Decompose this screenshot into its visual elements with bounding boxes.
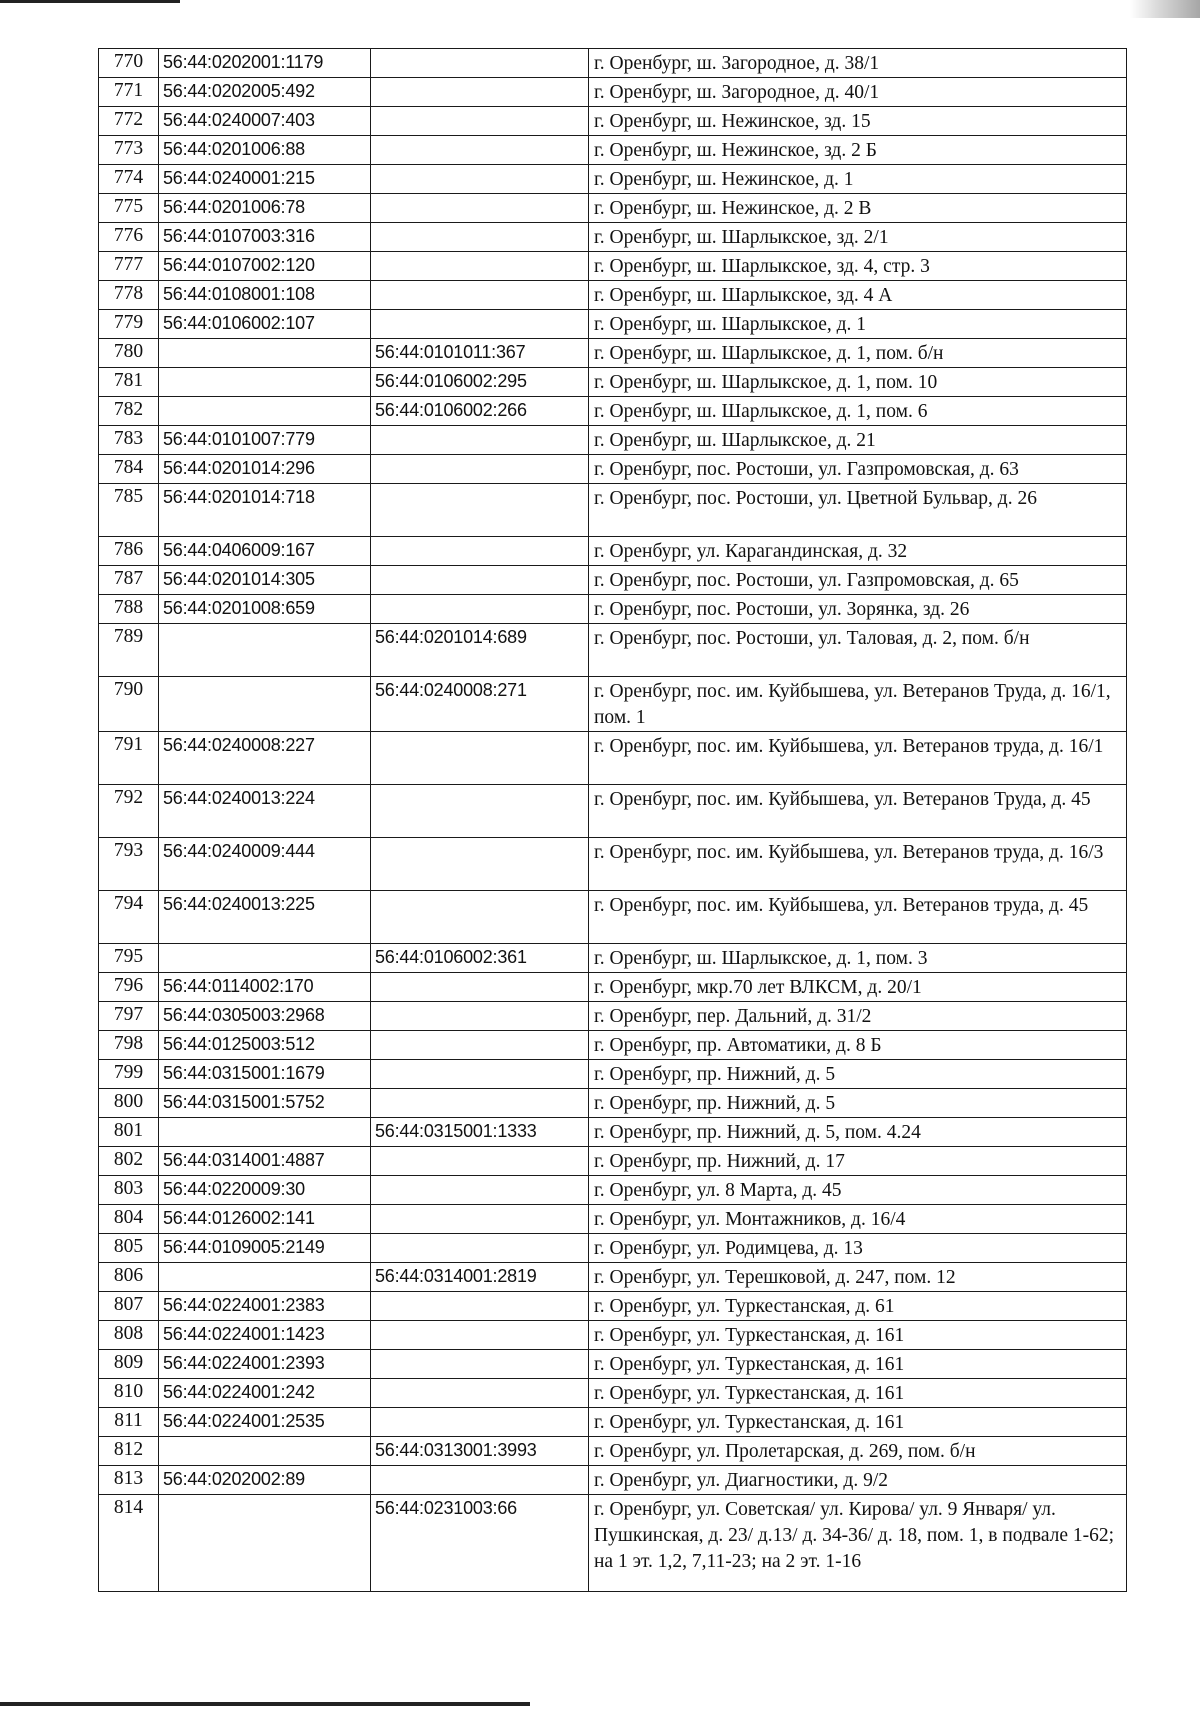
- table-row: [99, 1002, 1127, 1031]
- address-cell: г. Оренбург, ул. Туркестанская, д. 61: [589, 1292, 1127, 1321]
- land-cadastral-number: 56:44:0201008:659: [159, 595, 371, 624]
- address-cell: г. Оренбург, пос. Ростоши, ул. Зорянка, зд. 26: [589, 595, 1127, 624]
- object-cadastral-number: [371, 165, 589, 194]
- table-row: [99, 732, 1127, 785]
- row-number: 792: [99, 785, 159, 838]
- object-cadastral-number: [371, 537, 589, 566]
- land-cadastral-number: 56:44:0315001:5752: [159, 1089, 371, 1118]
- row-number: 775: [99, 194, 159, 223]
- table-row: [99, 891, 1127, 944]
- address-cell: г. Оренбург, пос. им. Куйбышева, ул. Ветеранов труда, д. 16/1: [589, 732, 1127, 785]
- table-row: [99, 838, 1127, 891]
- address-cell: г. Оренбург, пр. Нижний, д. 5, пом. 4.24: [589, 1118, 1127, 1147]
- object-cadastral-number: 56:44:0313001:3993: [371, 1437, 589, 1466]
- land-cadastral-number: [159, 677, 371, 732]
- table-row: [99, 310, 1127, 339]
- row-number: 793: [99, 838, 159, 891]
- table-row: [99, 785, 1127, 838]
- land-cadastral-number: 56:44:0315001:1679: [159, 1060, 371, 1089]
- land-cadastral-number: 56:44:0108001:108: [159, 281, 371, 310]
- object-cadastral-number: [371, 455, 589, 484]
- row-number: 788: [99, 595, 159, 624]
- address-cell: г. Оренбург, пр. Нижний, д. 5: [589, 1060, 1127, 1089]
- object-cadastral-number: [371, 1466, 589, 1495]
- land-cadastral-number: [159, 368, 371, 397]
- object-cadastral-number: [371, 107, 589, 136]
- row-number: 814: [99, 1495, 159, 1592]
- row-number: 803: [99, 1176, 159, 1205]
- land-cadastral-number: 56:44:0220009:30: [159, 1176, 371, 1205]
- land-cadastral-number: 56:44:0107002:120: [159, 252, 371, 281]
- address-cell: г. Оренбург, ул. Туркестанская, д. 161: [589, 1379, 1127, 1408]
- land-cadastral-number: 56:44:0201014:718: [159, 484, 371, 537]
- row-number: 794: [99, 891, 159, 944]
- address-cell: г. Оренбург, ш. Загородное, д. 38/1: [589, 49, 1127, 78]
- land-cadastral-number: 56:44:0406009:167: [159, 537, 371, 566]
- table-row: [99, 252, 1127, 281]
- land-cadastral-number: 56:44:0125003:512: [159, 1031, 371, 1060]
- table-row: [99, 1118, 1127, 1147]
- table-row: [99, 455, 1127, 484]
- table-row: [99, 1321, 1127, 1350]
- address-cell: г. Оренбург, пос. им. Куйбышева, ул. Ветеранов труда, д. 45: [589, 891, 1127, 944]
- object-cadastral-number: 56:44:0106002:266: [371, 397, 589, 426]
- address-cell: г. Оренбург, ул. Родимцева, д. 13: [589, 1234, 1127, 1263]
- address-cell: г. Оренбург, ул. Монтажников, д. 16/4: [589, 1205, 1127, 1234]
- row-number: 782: [99, 397, 159, 426]
- row-number: 807: [99, 1292, 159, 1321]
- land-cadastral-number: 56:44:0240013:224: [159, 785, 371, 838]
- object-cadastral-number: [371, 1379, 589, 1408]
- scan-corner-shadow: [1130, 0, 1200, 18]
- table-row: [99, 566, 1127, 595]
- table-row: [99, 1379, 1127, 1408]
- row-number: 776: [99, 223, 159, 252]
- land-cadastral-number: [159, 1263, 371, 1292]
- object-cadastral-number: [371, 1147, 589, 1176]
- object-cadastral-number: [371, 973, 589, 1002]
- address-cell: г. Оренбург, ул. Туркестанская, д. 161: [589, 1408, 1127, 1437]
- table-row: [99, 1089, 1127, 1118]
- address-cell: г. Оренбург, пос. им. Куйбышева, ул. Ветеранов Труда, д. 45: [589, 785, 1127, 838]
- object-cadastral-number: [371, 1350, 589, 1379]
- land-cadastral-number: 56:44:0107003:316: [159, 223, 371, 252]
- land-cadastral-number: 56:44:0109005:2149: [159, 1234, 371, 1263]
- row-number: 802: [99, 1147, 159, 1176]
- object-cadastral-number: [371, 1234, 589, 1263]
- table-row: [99, 1234, 1127, 1263]
- row-number: 805: [99, 1234, 159, 1263]
- address-cell: г. Оренбург, ш. Шарлыкское, д. 1: [589, 310, 1127, 339]
- land-cadastral-number: 56:44:0101007:779: [159, 426, 371, 455]
- land-cadastral-number: [159, 944, 371, 973]
- land-cadastral-number: 56:44:0202002:89: [159, 1466, 371, 1495]
- land-cadastral-number: 56:44:0314001:4887: [159, 1147, 371, 1176]
- land-cadastral-number: 56:44:0240007:403: [159, 107, 371, 136]
- table-row: [99, 973, 1127, 1002]
- table-row: [99, 1060, 1127, 1089]
- address-cell: г. Оренбург, ш. Шарлыкское, зд. 4, стр. 3: [589, 252, 1127, 281]
- object-cadastral-number: 56:44:0315001:1333: [371, 1118, 589, 1147]
- address-cell: г. Оренбург, ул. Туркестанская, д. 161: [589, 1321, 1127, 1350]
- table-row: [99, 107, 1127, 136]
- address-cell: г. Оренбург, пос. им. Куйбышева, ул. Ветеранов Труда, д. 16/1, пом. 1: [589, 677, 1127, 732]
- row-number: 798: [99, 1031, 159, 1060]
- table-row: [99, 281, 1127, 310]
- table-row: [99, 165, 1127, 194]
- object-cadastral-number: [371, 1176, 589, 1205]
- row-number: 801: [99, 1118, 159, 1147]
- address-cell: г. Оренбург, ш. Шарлыкское, д. 1, пом. 10: [589, 368, 1127, 397]
- object-cadastral-number: 56:44:0240008:271: [371, 677, 589, 732]
- scan-edge-mark: [0, 0, 180, 3]
- address-cell: г. Оренбург, ул. 8 Марта, д. 45: [589, 1176, 1127, 1205]
- object-cadastral-number: 56:44:0101011:367: [371, 339, 589, 368]
- row-number: 790: [99, 677, 159, 732]
- address-cell: г. Оренбург, пос. Ростоши, ул. Газпромовская, д. 65: [589, 566, 1127, 595]
- table-row: [99, 624, 1127, 677]
- object-cadastral-number: 56:44:0106002:361: [371, 944, 589, 973]
- object-cadastral-number: 56:44:0314001:2819: [371, 1263, 589, 1292]
- row-number: 810: [99, 1379, 159, 1408]
- row-number: 779: [99, 310, 159, 339]
- land-cadastral-number: [159, 339, 371, 368]
- land-cadastral-number: 56:44:0224001:2393: [159, 1350, 371, 1379]
- object-cadastral-number: [371, 838, 589, 891]
- registry-body: [99, 49, 1127, 1592]
- table-row: [99, 223, 1127, 252]
- address-cell: г. Оренбург, ш. Загородное, д. 40/1: [589, 78, 1127, 107]
- address-cell: г. Оренбург, ул. Пролетарская, д. 269, пом. б/н: [589, 1437, 1127, 1466]
- table-row: [99, 677, 1127, 732]
- object-cadastral-number: [371, 1292, 589, 1321]
- table-row: [99, 537, 1127, 566]
- table-row: [99, 1031, 1127, 1060]
- land-cadastral-number: [159, 1495, 371, 1592]
- row-number: 785: [99, 484, 159, 537]
- address-cell: г. Оренбург, пр. Нижний, д. 5: [589, 1089, 1127, 1118]
- table-row: [99, 1408, 1127, 1437]
- object-cadastral-number: [371, 252, 589, 281]
- land-cadastral-number: 56:44:0201014:296: [159, 455, 371, 484]
- address-cell: г. Оренбург, ш. Нежинское, зд. 15: [589, 107, 1127, 136]
- land-cadastral-number: [159, 397, 371, 426]
- address-cell: г. Оренбург, ул. Диагностики, д. 9/2: [589, 1466, 1127, 1495]
- row-number: 786: [99, 537, 159, 566]
- object-cadastral-number: 56:44:0106002:295: [371, 368, 589, 397]
- property-registry-table: [98, 48, 1127, 1592]
- address-cell: г. Оренбург, ш. Шарлыкское, зд. 2/1: [589, 223, 1127, 252]
- land-cadastral-number: 56:44:0240001:215: [159, 165, 371, 194]
- address-cell: г. Оренбург, пос. Ростоши, ул. Цветной Бульвар, д. 26: [589, 484, 1127, 537]
- object-cadastral-number: [371, 194, 589, 223]
- object-cadastral-number: [371, 223, 589, 252]
- table-row: [99, 78, 1127, 107]
- row-number: 777: [99, 252, 159, 281]
- row-number: 784: [99, 455, 159, 484]
- row-number: 774: [99, 165, 159, 194]
- table-row: [99, 136, 1127, 165]
- row-number: 812: [99, 1437, 159, 1466]
- table-row: [99, 484, 1127, 537]
- table-row: [99, 1437, 1127, 1466]
- table-row: [99, 1176, 1127, 1205]
- object-cadastral-number: [371, 566, 589, 595]
- object-cadastral-number: 56:44:0231003:66: [371, 1495, 589, 1592]
- row-number: 796: [99, 973, 159, 1002]
- table-row: [99, 1147, 1127, 1176]
- address-cell: г. Оренбург, пр. Нижний, д. 17: [589, 1147, 1127, 1176]
- address-cell: г. Оренбург, ш. Шарлыкское, д. 1, пом. 3: [589, 944, 1127, 973]
- row-number: 797: [99, 1002, 159, 1031]
- table-row: [99, 339, 1127, 368]
- scan-edge-mark-bottom: [0, 1702, 530, 1706]
- row-number: 795: [99, 944, 159, 973]
- address-cell: г. Оренбург, пос. Ростоши, ул. Таловая, д. 2, пом. б/н: [589, 624, 1127, 677]
- address-cell: г. Оренбург, пр. Автоматики, д. 8 Б: [589, 1031, 1127, 1060]
- table-row: [99, 1205, 1127, 1234]
- row-number: 778: [99, 281, 159, 310]
- table-row: [99, 426, 1127, 455]
- object-cadastral-number: [371, 136, 589, 165]
- table-row: [99, 1495, 1127, 1592]
- object-cadastral-number: [371, 49, 589, 78]
- address-cell: г. Оренбург, ул. Туркестанская, д. 161: [589, 1350, 1127, 1379]
- land-cadastral-number: 56:44:0201014:305: [159, 566, 371, 595]
- address-cell: г. Оренбург, ш. Шарлыкское, д. 1, пом. 6: [589, 397, 1127, 426]
- table-row: [99, 944, 1127, 973]
- land-cadastral-number: 56:44:0201006:88: [159, 136, 371, 165]
- object-cadastral-number: [371, 1060, 589, 1089]
- object-cadastral-number: [371, 785, 589, 838]
- table-row: [99, 368, 1127, 397]
- object-cadastral-number: [371, 78, 589, 107]
- object-cadastral-number: [371, 281, 589, 310]
- address-cell: г. Оренбург, пер. Дальний, д. 31/2: [589, 1002, 1127, 1031]
- row-number: 791: [99, 732, 159, 785]
- land-cadastral-number: 56:44:0201006:78: [159, 194, 371, 223]
- address-cell: г. Оренбург, ул. Советская/ ул. Кирова/ ул. 9 Января/ ул. Пушкинская, д. 23/ д.13/ д. 34-36/ д. 18, пом. 1, в подвале 1-62; на 1 эт. 1,2, 7,11-23; на 2 эт. 1-16: [589, 1495, 1127, 1592]
- land-cadastral-number: [159, 1118, 371, 1147]
- address-cell: г. Оренбург, ш. Шарлыкское, д. 1, пом. б/н: [589, 339, 1127, 368]
- table-row: [99, 595, 1127, 624]
- row-number: 800: [99, 1089, 159, 1118]
- row-number: 773: [99, 136, 159, 165]
- address-cell: г. Оренбург, пос. Ростоши, ул. Газпромовская, д. 63: [589, 455, 1127, 484]
- land-cadastral-number: 56:44:0126002:141: [159, 1205, 371, 1234]
- land-cadastral-number: 56:44:0224001:1423: [159, 1321, 371, 1350]
- address-cell: г. Оренбург, ш. Нежинское, зд. 2 Б: [589, 136, 1127, 165]
- object-cadastral-number: [371, 595, 589, 624]
- row-number: 771: [99, 78, 159, 107]
- table-row: [99, 1263, 1127, 1292]
- row-number: 787: [99, 566, 159, 595]
- address-cell: г. Оренбург, мкр.70 лет ВЛКСМ, д. 20/1: [589, 973, 1127, 1002]
- address-cell: г. Оренбург, ш. Шарлыкское, зд. 4 А: [589, 281, 1127, 310]
- row-number: 804: [99, 1205, 159, 1234]
- object-cadastral-number: [371, 1321, 589, 1350]
- object-cadastral-number: [371, 732, 589, 785]
- row-number: 806: [99, 1263, 159, 1292]
- land-cadastral-number: 56:44:0224001:2535: [159, 1408, 371, 1437]
- row-number: 799: [99, 1060, 159, 1089]
- land-cadastral-number: 56:44:0240008:227: [159, 732, 371, 785]
- row-number: 780: [99, 339, 159, 368]
- land-cadastral-number: 56:44:0224001:242: [159, 1379, 371, 1408]
- table-row: [99, 194, 1127, 223]
- row-number: 811: [99, 1408, 159, 1437]
- object-cadastral-number: [371, 891, 589, 944]
- land-cadastral-number: 56:44:0202005:492: [159, 78, 371, 107]
- row-number: 808: [99, 1321, 159, 1350]
- object-cadastral-number: [371, 1408, 589, 1437]
- row-number: 783: [99, 426, 159, 455]
- land-cadastral-number: 56:44:0106002:107: [159, 310, 371, 339]
- object-cadastral-number: [371, 484, 589, 537]
- land-cadastral-number: 56:44:0114002:170: [159, 973, 371, 1002]
- land-cadastral-number: 56:44:0240009:444: [159, 838, 371, 891]
- table-row: [99, 1466, 1127, 1495]
- table-row: [99, 1350, 1127, 1379]
- row-number: 781: [99, 368, 159, 397]
- land-cadastral-number: [159, 624, 371, 677]
- table-row: [99, 397, 1127, 426]
- row-number: 809: [99, 1350, 159, 1379]
- row-number: 772: [99, 107, 159, 136]
- table-row: [99, 49, 1127, 78]
- table-row: [99, 1292, 1127, 1321]
- address-cell: г. Оренбург, ул. Карагандинская, д. 32: [589, 537, 1127, 566]
- object-cadastral-number: [371, 1031, 589, 1060]
- object-cadastral-number: [371, 426, 589, 455]
- object-cadastral-number: [371, 1089, 589, 1118]
- address-cell: г. Оренбург, ул. Терешковой, д. 247, пом. 12: [589, 1263, 1127, 1292]
- address-cell: г. Оренбург, ш. Шарлыкское, д. 21: [589, 426, 1127, 455]
- land-cadastral-number: 56:44:0305003:2968: [159, 1002, 371, 1031]
- row-number: 770: [99, 49, 159, 78]
- object-cadastral-number: [371, 1002, 589, 1031]
- address-cell: г. Оренбург, пос. им. Куйбышева, ул. Ветеранов труда, д. 16/3: [589, 838, 1127, 891]
- address-cell: г. Оренбург, ш. Нежинское, д. 1: [589, 165, 1127, 194]
- object-cadastral-number: [371, 1205, 589, 1234]
- land-cadastral-number: 56:44:0240013:225: [159, 891, 371, 944]
- address-cell: г. Оренбург, ш. Нежинское, д. 2 В: [589, 194, 1127, 223]
- land-cadastral-number: 56:44:0224001:2383: [159, 1292, 371, 1321]
- land-cadastral-number: 56:44:0202001:1179: [159, 49, 371, 78]
- object-cadastral-number: [371, 310, 589, 339]
- land-cadastral-number: [159, 1437, 371, 1466]
- row-number: 813: [99, 1466, 159, 1495]
- object-cadastral-number: 56:44:0201014:689: [371, 624, 589, 677]
- row-number: 789: [99, 624, 159, 677]
